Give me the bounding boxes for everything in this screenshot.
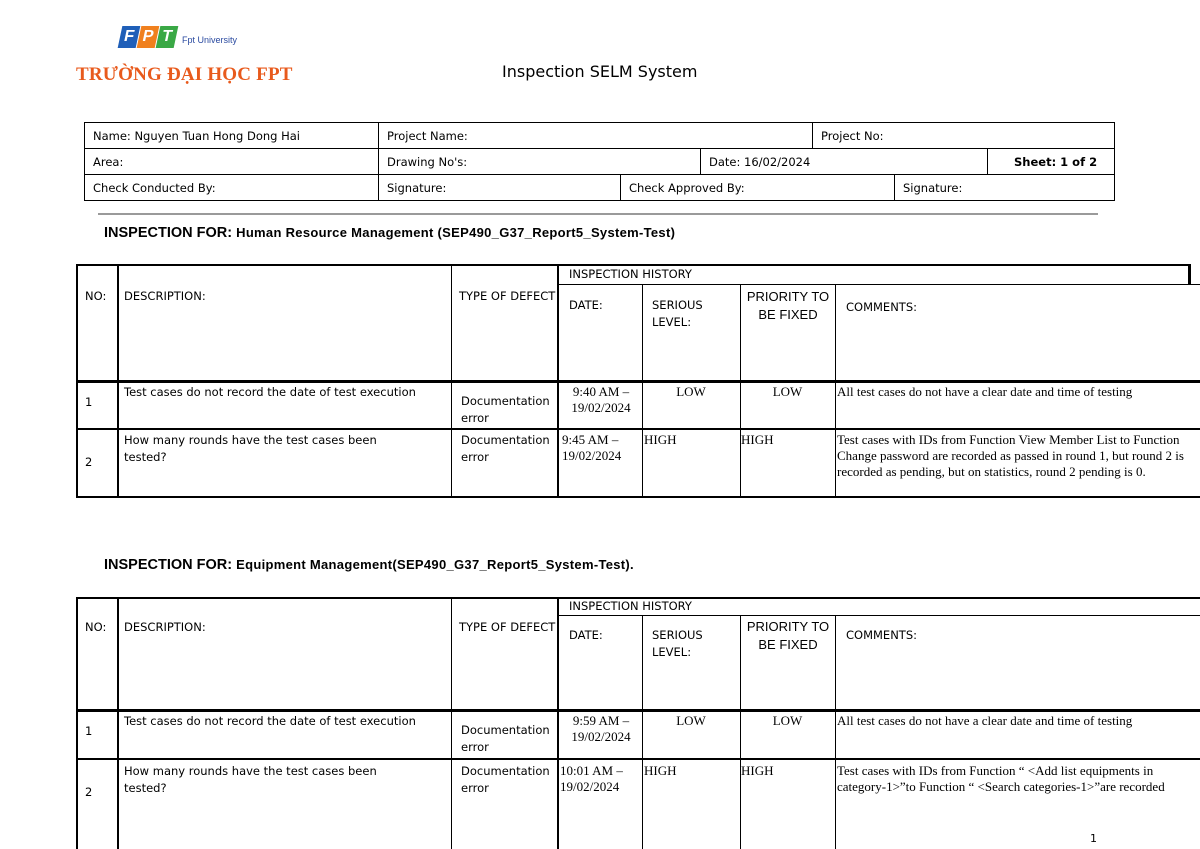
row-1-serious: LOW	[676, 384, 706, 399]
table-border-line	[559, 284, 1200, 285]
row-1-priority: LOW	[772, 713, 803, 728]
row-1-no: 1	[85, 395, 93, 409]
row-2-serious: HIGH	[644, 432, 677, 447]
row-2-no: 2	[85, 455, 93, 469]
table-border-line	[76, 428, 1200, 430]
table-border-line	[835, 615, 836, 849]
table-border-line	[76, 597, 78, 849]
horizontal-divider	[98, 213, 1098, 215]
sheet-cell: Sheet: 1 of 2	[987, 149, 1116, 174]
row-1-comments: All test cases do not have a clear date and time of testing	[837, 713, 1133, 728]
header-row-2	[85, 149, 1114, 175]
row-1-comments: All test cases do not have a clear date and time of testing	[837, 384, 1133, 399]
project-no-cell: Project No:	[812, 123, 1116, 148]
row-2-description: How many rounds have the test cases been tested?	[124, 764, 377, 795]
fpt-university-logo	[76, 22, 293, 92]
table-border-line	[1188, 264, 1191, 284]
col-header-description: DESCRIPTION:	[124, 289, 206, 303]
table-border-line	[76, 380, 1200, 383]
row-1-date: 9:40 AM – 19/02/2024	[571, 384, 631, 415]
row-2-priority: HIGH	[741, 763, 774, 778]
col-header-date: DATE:	[569, 298, 603, 312]
document-title: Inspection SELM System	[502, 62, 698, 81]
col-header-date: DATE:	[569, 628, 603, 642]
col-header-serious: SERIOUS LEVEL:	[652, 298, 703, 329]
section-label: INSPECTION FOR:	[104, 557, 233, 573]
row-2-date: 10:01 AM – 19/02/2024	[560, 763, 623, 794]
header-row-3	[85, 175, 1114, 201]
col-header-no: NO:	[85, 620, 107, 634]
logo-letter-t: T	[156, 26, 179, 48]
logo-letter-f: F	[118, 26, 141, 48]
row-2-type: Documentation error	[461, 433, 550, 464]
check-conducted-cell: Check Conducted By:	[93, 181, 216, 195]
area-cell: Area:	[93, 155, 124, 169]
table-border-line	[835, 284, 836, 497]
table-border-line	[559, 615, 1200, 616]
logo-letter-p: P	[137, 26, 160, 48]
row-1-serious: LOW	[676, 713, 706, 728]
col-header-comments: COMMENTS:	[846, 628, 917, 642]
row-1-type: Documentation error	[461, 394, 550, 425]
inspection-table-1	[76, 264, 1200, 498]
row-1-no: 1	[85, 724, 93, 738]
section-title-1	[104, 225, 675, 241]
header-row-1	[85, 123, 1114, 149]
school-name: TRƯỜNG ĐẠI HỌC FPT	[76, 64, 293, 85]
fpt-wordmark	[120, 26, 237, 48]
page-number: 1	[1090, 832, 1097, 845]
col-header-inspection-history: INSPECTION HISTORY	[569, 599, 692, 613]
row-2-priority: HIGH	[741, 432, 774, 447]
row-1-type: Documentation error	[461, 723, 550, 754]
row-2-comments: Test cases with IDs from Function View Member List to Function Change password are recorded as passed in round 1, but round 2 is recorded as pending, but on statistics, round 2 pending is 0.	[837, 432, 1184, 479]
col-header-description: DESCRIPTION:	[124, 620, 206, 634]
col-header-priority: PRIORITY TO BE FIXED	[746, 619, 830, 652]
table-border-line	[557, 597, 559, 849]
table-border-line	[76, 709, 1200, 712]
logo-subtitle: Fpt University	[182, 35, 238, 45]
section-subject: Human Resource Management (SEP490_G37_Report5_System-Test)	[236, 225, 676, 240]
drawing-nos-cell: Drawing No's:	[378, 149, 700, 174]
date-cell: Date: 16/02/2024	[700, 149, 987, 174]
col-header-comments: COMMENTS:	[846, 300, 917, 314]
row-2-type: Documentation error	[461, 764, 550, 795]
section-subject: Equipment Management(SEP490_G37_Report5_System-Test).	[236, 557, 634, 572]
signature-cell-2: Signature:	[894, 175, 1116, 201]
col-header-priority: PRIORITY TO BE FIXED	[746, 289, 830, 322]
table-border-line	[451, 597, 452, 849]
row-2-description: How many rounds have the test cases been tested?	[124, 433, 377, 464]
row-1-description: Test cases do not record the date of test execution	[124, 385, 416, 399]
col-header-type: TYPE OF DEFECT	[459, 620, 556, 634]
project-name-cell: Project Name:	[378, 123, 812, 148]
name-cell: Name: Nguyen Tuan Hong Dong Hai	[93, 129, 300, 143]
row-2-comments: Test cases with IDs from Function “ <Add list equipments in category-1>”to Function “ <Search categories-1>”are recorded	[837, 763, 1165, 794]
inspection-table-2	[76, 597, 1200, 849]
row-2-no: 2	[85, 785, 93, 799]
col-header-inspection-history: INSPECTION HISTORY	[569, 267, 692, 281]
row-2-date: 9:45 AM – 19/02/2024	[562, 432, 622, 463]
section-label: INSPECTION FOR:	[104, 225, 233, 241]
table-border-line	[642, 615, 643, 849]
table-border-line	[117, 597, 119, 849]
row-2-serious: HIGH	[644, 763, 677, 778]
row-1-priority: LOW	[772, 384, 803, 399]
table-border-line	[740, 615, 741, 849]
section-title-2	[104, 557, 634, 573]
signature-cell-1: Signature:	[378, 175, 620, 201]
col-header-type: TYPE OF DEFECT	[459, 289, 556, 303]
header-info-table	[84, 122, 1115, 201]
col-header-serious: SERIOUS LEVEL:	[652, 628, 703, 659]
table-border-line	[76, 496, 1200, 498]
row-1-description: Test cases do not record the date of test execution	[124, 714, 416, 728]
row-1-date: 9:59 AM – 19/02/2024	[571, 713, 631, 744]
col-header-no: NO:	[85, 289, 107, 303]
table-border-line	[76, 758, 1200, 760]
check-approved-cell: Check Approved By:	[620, 175, 894, 201]
